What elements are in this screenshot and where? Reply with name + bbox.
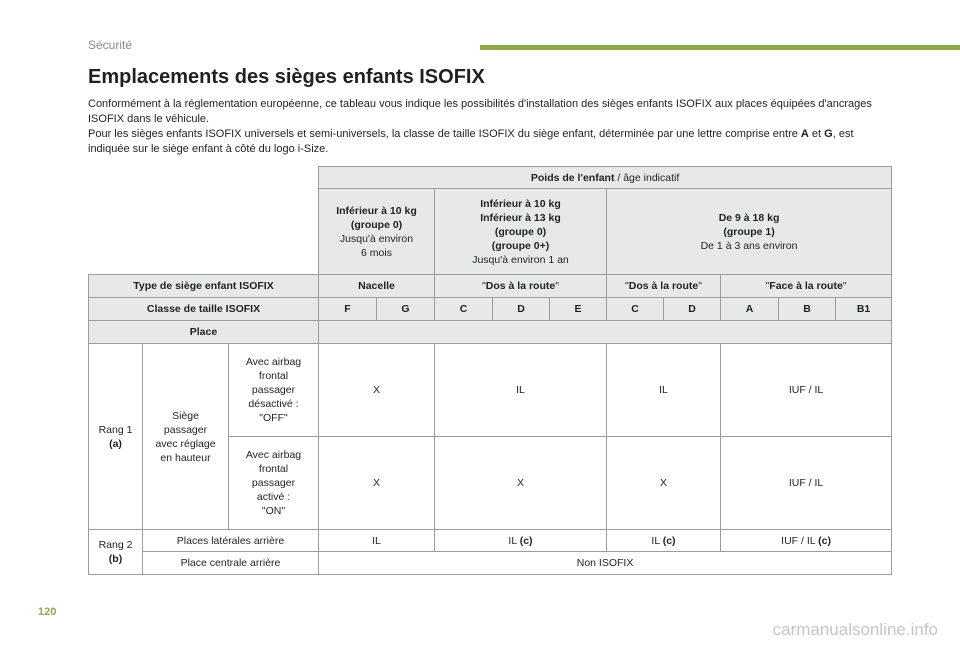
passenger-seat-cell: Siège passager avec réglage en hauteur bbox=[143, 344, 229, 530]
size-class-row bbox=[89, 298, 892, 321]
size-class-cell: F bbox=[319, 298, 377, 321]
watermark: carmanualsonline.info bbox=[772, 620, 938, 639]
value-cell: X bbox=[435, 437, 607, 530]
seat-type-row bbox=[89, 275, 892, 298]
value-cell: IUF / IL bbox=[721, 344, 892, 437]
seat-type-forward-facing: "Face à la route" bbox=[721, 275, 892, 298]
value-cell: IUF / IL (c) bbox=[721, 530, 892, 552]
size-class-cell: A bbox=[721, 298, 779, 321]
intro-text bbox=[88, 97, 888, 157]
intro-paragraph-1: Conformément à la réglementation européenne, ce tableau vous indique les possibilités d'installation des sièges enfants ISOFIX aux places équipées d'ancrages ISOFIX dans le véhicule. bbox=[88, 98, 872, 125]
value-cell: IL (c) bbox=[607, 530, 721, 552]
central-seat-value: Non ISOFIX bbox=[319, 552, 892, 575]
value-cell: IL bbox=[319, 530, 435, 552]
value-cell: IL bbox=[435, 344, 607, 437]
group-1-cell: De 9 à 18 kg (groupe 1) De 1 à 3 ans environ bbox=[607, 189, 892, 275]
place-label: Place bbox=[89, 321, 319, 344]
rang-1-cell: Rang 1 (a) bbox=[89, 344, 143, 530]
seat-type-rear-facing-2: "Dos à la route" bbox=[607, 275, 721, 298]
isofix-table bbox=[88, 166, 892, 575]
group-0-cell: Inférieur à 10 kg (groupe 0) Jusqu'à environ 6 mois bbox=[319, 189, 435, 275]
row-airbag-off bbox=[89, 344, 892, 437]
intro-paragraph-2: Pour les sièges enfants ISOFIX universels et semi-universels, la classe de taille ISOFIX du siège enfant, déterminée par une lettre comprise entre A et G, est indiquée sur le siège enfant à côté du logo i-Size. bbox=[88, 128, 854, 155]
page-number: 120 bbox=[38, 606, 57, 618]
row-central-seat bbox=[89, 552, 892, 575]
size-class-label: Classe de taille ISOFIX bbox=[89, 298, 319, 321]
value-cell: X bbox=[607, 437, 721, 530]
size-class-cell: C bbox=[607, 298, 664, 321]
page-title: Emplacements des sièges enfants ISOFIX bbox=[88, 66, 485, 88]
rang-2-cell: Rang 2 (b) bbox=[89, 530, 143, 575]
group-header-row bbox=[89, 189, 892, 275]
place-row bbox=[89, 321, 892, 344]
value-cell: IUF / IL bbox=[721, 437, 892, 530]
value-cell: IL (c) bbox=[435, 530, 607, 552]
size-class-cell: E bbox=[550, 298, 607, 321]
size-class-cell: D bbox=[493, 298, 550, 321]
weight-header-cell: Poids de l'enfant / âge indicatif bbox=[319, 167, 892, 189]
size-class-cell: G bbox=[377, 298, 435, 321]
central-seat-label: Place centrale arrière bbox=[143, 552, 319, 575]
size-class-cell: C bbox=[435, 298, 493, 321]
size-class-cell: D bbox=[664, 298, 721, 321]
size-class-cell: B bbox=[779, 298, 836, 321]
section-accent-bar bbox=[480, 45, 960, 50]
seat-type-nacelle: Nacelle bbox=[319, 275, 435, 298]
seat-type-rear-facing-1: "Dos à la route" bbox=[435, 275, 607, 298]
value-cell: X bbox=[319, 344, 435, 437]
group-0plus-cell: Inférieur à 10 kg Inférieur à 13 kg (groupe 0) (groupe 0+) Jusqu'à environ 1 an bbox=[435, 189, 607, 275]
seat-type-label: Type de siège enfant ISOFIX bbox=[89, 275, 319, 298]
airbag-on-cell: Avec airbag frontal passager activé : "ON" bbox=[229, 437, 319, 530]
weight-header-row bbox=[89, 167, 892, 189]
row-lateral-seats bbox=[89, 530, 892, 552]
size-class-cell: B1 bbox=[836, 298, 892, 321]
airbag-off-cell: Avec airbag frontal passager désactivé : "OFF" bbox=[229, 344, 319, 437]
section-label: Sécurité bbox=[88, 38, 133, 52]
value-cell: X bbox=[319, 437, 435, 530]
lateral-seats-label: Places latérales arrière bbox=[143, 530, 319, 552]
value-cell: IL bbox=[607, 344, 721, 437]
